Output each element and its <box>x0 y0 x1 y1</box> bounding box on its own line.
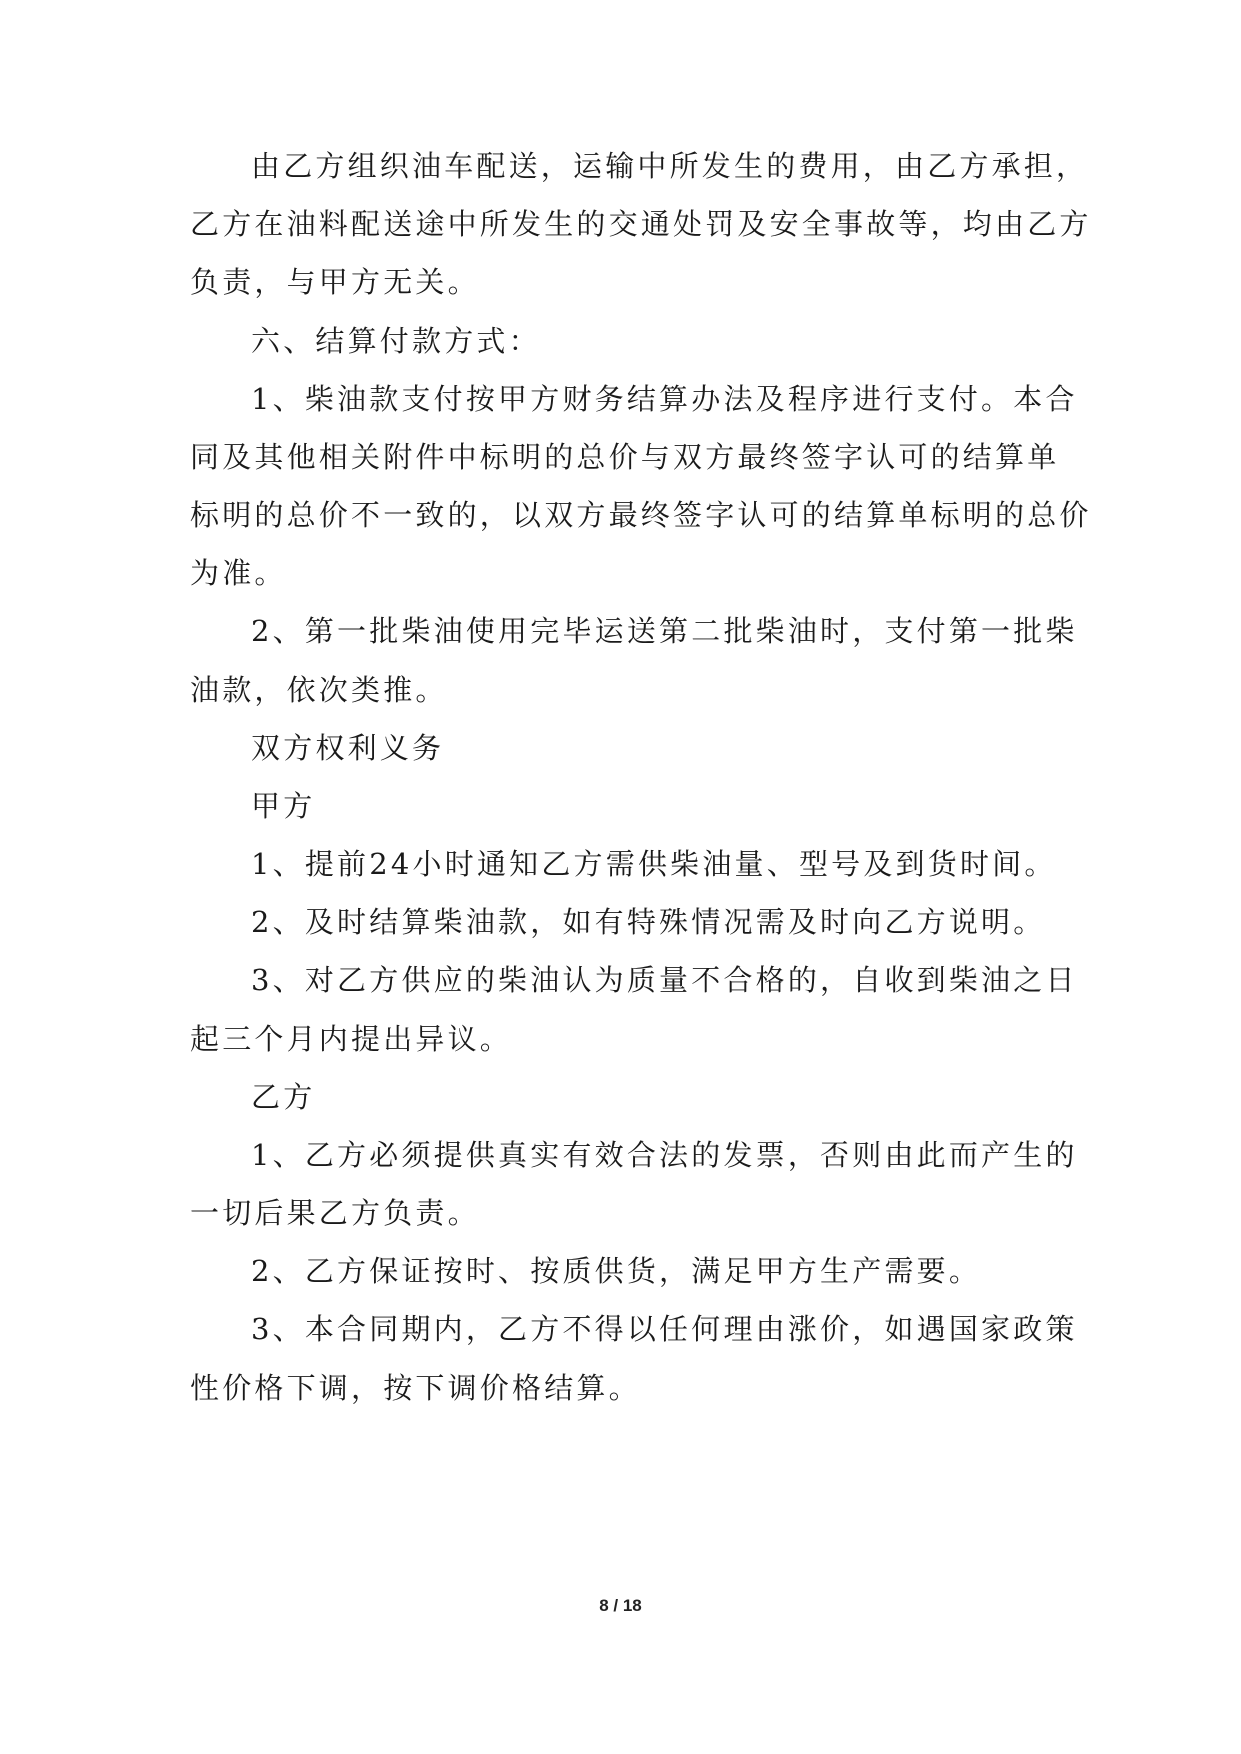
page-number: 8 / 18 <box>599 1596 642 1615</box>
text-line: 2、乙方保证按时、按质供货，满足甲方生产需要。 <box>251 1254 982 1288</box>
text-line: 3、本合同期内，乙方不得以任何理由涨价，如遇国家政策 <box>251 1312 1078 1346</box>
text-line: 1、提前24小时通知乙方需供柴油量、型号及到货时间。 <box>251 847 1057 881</box>
section-heading: 双方权利义务 <box>251 731 445 765</box>
text-line: 1、柴油款支付按甲方财务结算办法及程序进行支付。本合 <box>251 382 1078 416</box>
text-line: 2、及时结算柴油款，如有特殊情况需及时向乙方说明。 <box>251 905 1046 939</box>
text-line: 一切后果乙方负责。 <box>190 1196 480 1230</box>
text-line: 1、乙方必须提供真实有效合法的发票，否则由此而产生的 <box>251 1138 1078 1172</box>
text-line: 乙方在油料配送途中所发生的交通处罚及安全事故等，均由乙方 <box>190 207 1092 241</box>
text-line: 负责，与甲方无关。 <box>190 265 480 299</box>
text-line: 起三个月内提出异议。 <box>190 1022 513 1056</box>
text-line: 2、第一批柴油使用完毕运送第二批柴油时，支付第一批柴 <box>251 614 1078 648</box>
text-line: 3、对乙方供应的柴油认为质量不合格的，自收到柴油之日 <box>251 963 1078 997</box>
section-heading: 六、结算付款方式： <box>251 324 541 358</box>
text-line: 性价格下调，按下调价格结算。 <box>190 1371 641 1405</box>
text-line: 标明的总价不一致的，以双方最终签字认可的结算单标明的总价 <box>190 498 1092 532</box>
party-heading: 甲方 <box>251 789 316 823</box>
text-line: 为准。 <box>190 556 287 590</box>
text-line: 由乙方组织油车配送，运输中所发生的费用，由乙方承担， <box>251 149 1089 183</box>
text-line: 油款，依次类推。 <box>190 673 448 707</box>
party-heading: 乙方 <box>251 1080 316 1114</box>
text-line: 同及其他相关附件中标明的总价与双方最终签字认可的结算单 <box>190 440 1060 474</box>
